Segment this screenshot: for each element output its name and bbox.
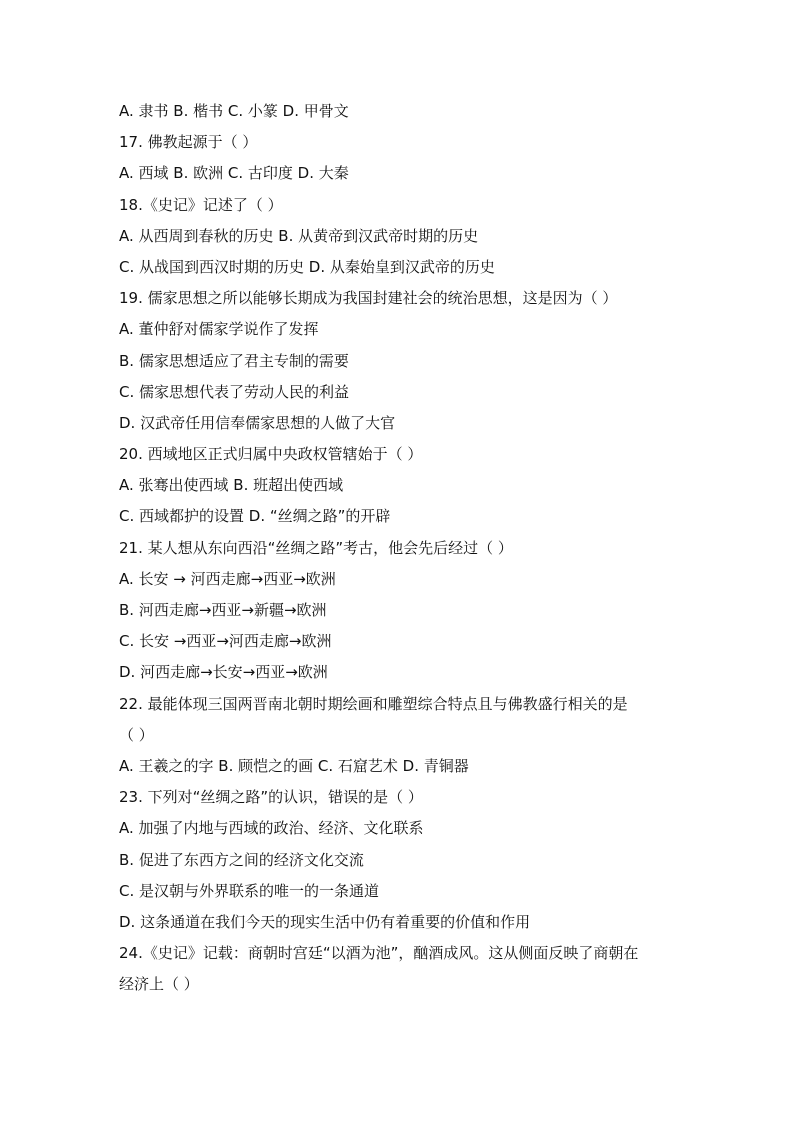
question-20: 20. 西域地区正式归属中央政权管辖始于（ ） <box>119 445 423 464</box>
option-21-d: D. 河西走廊→长安→西亚→欧洲 <box>119 663 328 682</box>
options-18-ab: A. 从西周到春秋的历史 B. 从黄帝到汉武帝时期的历史 <box>119 226 479 245</box>
option-23-b: B. 促进了东西方之间的经济文化交流 <box>119 850 364 869</box>
options-18-cd: C. 从战国到西汉时期的历史 D. 从秦始皇到汉武帝的历史 <box>119 257 495 276</box>
options-20-ab: A. 张骞出使西域 B. 班超出使西域 <box>119 476 344 495</box>
question-23: 23. 下列对“丝绸之路”的认识，错误的是（ ） <box>119 788 423 807</box>
question-18: 18.《史记》记述了（ ） <box>119 195 283 214</box>
question-24: 24.《史记》记载：商朝时宫廷“以酒为池”，酗酒成风。这从侧面反映了商朝在 <box>119 944 639 963</box>
question-19: 19. 儒家思想之所以能够长期成为我国封建社会的统治思想，这是因为（ ） <box>119 289 618 308</box>
option-19-a: A. 董仲舒对儒家学说作了发挥 <box>119 320 319 339</box>
option-23-c: C. 是汉朝与外界联系的唯一的一条通道 <box>119 881 380 900</box>
option-23-a: A. 加强了内地与西域的政治、经济、文化联系 <box>119 819 424 838</box>
options-16: A. 隶书 B. 楷书 C. 小篆 D. 甲骨文 <box>119 102 349 120</box>
question-document <box>119 96 679 1000</box>
option-19-b: B. 儒家思想适应了君主专制的需要 <box>119 351 349 370</box>
options-22: A. 王羲之的字 B. 顾恺之的画 C. 石窟艺术 D. 青铜器 <box>119 756 469 775</box>
question-24-continued: 经济上（ ） <box>119 975 199 994</box>
question-22: 22. 最能体现三国两晋南北朝时期绘画和雕塑综合特点且与佛教盛行相关的是 <box>119 694 628 713</box>
option-23-d: D. 这条通道在我们今天的现实生活中仍有着重要的价值和作用 <box>119 912 531 931</box>
option-19-d: D. 汉武帝任用信奉儒家思想的人做了大官 <box>119 413 396 432</box>
question-17: 17. 佛教起源于（ ） <box>119 133 258 152</box>
option-21-c: C. 长安 →西亚→河西走廊→欧洲 <box>119 632 332 651</box>
question-21: 21. 某人想从东向西沿“丝绸之路”考古，他会先后经过（ ） <box>119 538 513 557</box>
options-17: A. 西域 B. 欧洲 C. 古印度 D. 大秦 <box>119 164 349 183</box>
options-20-cd: C. 西域都护的设置 D. “丝绸之路”的开辟 <box>119 507 391 526</box>
question-22-continued: （ ） <box>119 725 154 744</box>
option-21-a: A. 长安 → 河西走廊→西亚→欧洲 <box>119 569 336 588</box>
option-19-c: C. 儒家思想代表了劳动人民的利益 <box>119 382 350 401</box>
option-21-b: B. 河西走廊→西亚→新疆→欧洲 <box>119 601 327 619</box>
